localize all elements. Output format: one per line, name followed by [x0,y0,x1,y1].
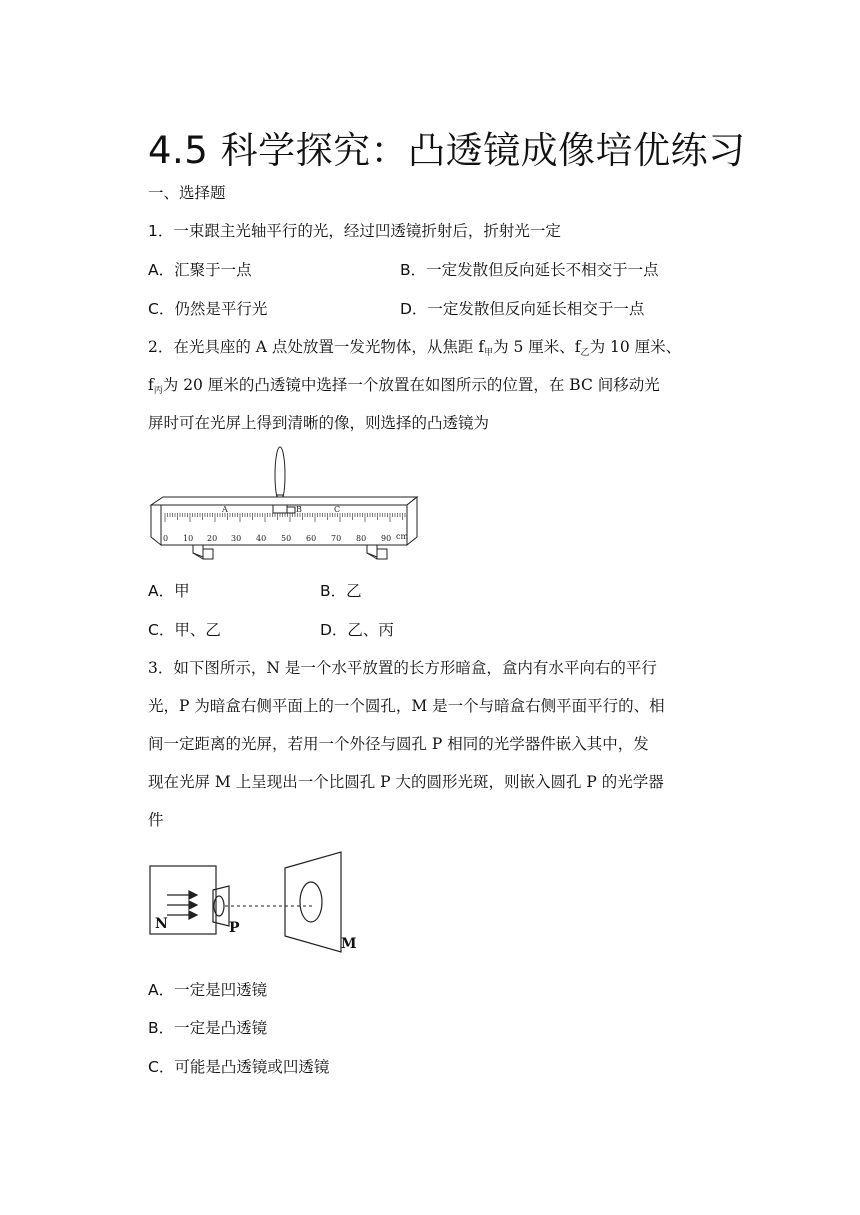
lens-base [273,505,287,513]
scale-unit: cm [396,532,409,541]
scale-tick-label: 40 [256,534,267,543]
subscript-jia: 甲 [484,348,494,358]
question-3-option-b: B．一定是凸透镜 [148,1019,268,1037]
optical-bench-figure [145,445,425,565]
label-n: N [155,916,168,932]
bench-top [151,497,417,505]
bench-right-foot [367,545,387,559]
scale-tick-label: 60 [306,534,317,543]
q2-text: 为 20 厘米的凸透镜中选择一个放置在如图所示的位置，在 BC 间移动光 [162,376,660,394]
question-1-stem: 1．一束跟主光轴平行的光，经过凹透镜折射后，折射光一定 [148,222,561,240]
subscript-yi: 乙 [580,348,590,358]
question-3-line-2: 光，P 为暗盒右侧平面上的一个圆孔，M 是一个与暗盒右侧平面平行的、相 [148,697,665,715]
scale-tick-label: 50 [281,534,292,543]
bench-left-end [151,505,161,545]
question-3-line-4: 现在光屏 M 上呈现出一个比圆孔 P 大的圆形光斑，则嵌入圆孔 P 的光学器 [148,773,664,791]
question-3-option-a: A．一定是凹透镜 [148,981,268,999]
q2-text: 2．在光具座的 A 点处放置一发光物体，从焦距 f [148,338,485,356]
question-2-option-d: D．乙、丙 [320,621,394,639]
subscript-bing: 丙 [153,386,163,396]
scale-tick-label: 90 [381,534,392,543]
question-2-line-2 [148,373,660,396]
question-3-line-3: 间一定距离的光屏，若用一个外径与圆孔 P 相同的光学器件嵌入其中，发 [148,735,649,753]
parallel-light-arrows [167,891,197,919]
point-label-b: B [296,505,302,514]
scale-tick-label: 30 [231,534,242,543]
question-3-line-1: 3．如下图所示，N 是一个水平放置的长方形暗盒，盒内有水平向右的平行 [148,659,657,677]
label-p: P [229,920,240,936]
marker-b-block [287,507,295,513]
question-3-line-5: 件 [148,811,164,829]
question-2-option-b: B．乙 [320,582,362,600]
question-2-option-c: C．甲、乙 [148,621,221,639]
page-title: 4.5 科学探究：凸透镜成像培优练习 [148,129,746,172]
scale-tick-label: 80 [356,534,367,543]
question-1-option-b: B．一定发散但反向延长不相交于一点 [400,261,659,279]
question-1-option-d: D．一定发散但反向延长相交于一点 [400,300,645,318]
dark-box-figure [145,848,365,958]
question-2-line-1 [148,335,681,358]
question-2-line-3: 屏时可在光屏上得到清晰的像，则选择的凸透镜为 [148,414,490,432]
point-label-a: A [222,505,228,514]
scale-tick-label: 0 [163,534,169,543]
bench-right-end [407,497,417,545]
section-heading: 一、选择题 [148,184,226,202]
screen-m [285,852,341,952]
scale-tick-label: 70 [331,534,342,543]
question-3-option-c: C．可能是凸透镜或凹透镜 [148,1058,330,1076]
q2-text: f [148,376,154,394]
q2-text: 为 10 厘米、 [589,338,682,356]
point-label-c: C [334,505,341,514]
scale-tick-label: 10 [183,534,194,543]
question-2-option-a: A．甲 [148,582,190,600]
scale-tick-label: 20 [207,534,218,543]
question-1-option-a: A．汇聚于一点 [148,261,252,279]
q2-text: 为 5 厘米、f [493,338,581,356]
label-m: M [341,936,357,952]
bench-left-foot [193,545,213,559]
question-1-option-c: C．仍然是平行光 [148,300,268,318]
